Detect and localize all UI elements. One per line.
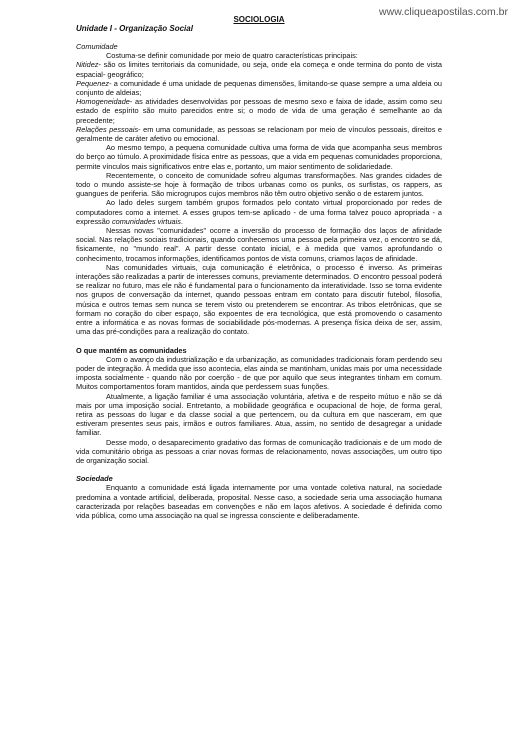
definition-nitidez-text: - são os limites territoriais da comunidade, ou seja, onde ela começa e onde termina do ponto de vista espacial- geográfico; [76,60,442,79]
paragraph: Desse modo, o desaparecimento gradativo das formas de comunicação tradicionais e de um modo de vida comunitário obriga as pessoas a criar novas formas de relacionamento, novas associações, um outro tipo de organização social. [76,437,442,465]
site-url: www.cliqueapostilas.com.br [379,6,508,18]
paragraph: Atualmente, a ligação familiar é uma associação voluntária, afetiva e de respeito mútuo e não se dá mais por uma imposição social. Entretanto, a mobilidade geográfica e ocupacional de hoje, de forma geral, retira as pessoas do lugar e da classe social a que pertencem, ou da cultura em que nasceram, em que estiveram presentes seus pais, irmãos e outros familiares. Atua, assim, no sentido de desagregar a unidade familiar. [76,391,442,438]
paragraph: Recentemente, o conceito de comunidade sofreu algumas transformações. Nas grandes cidades de todo o mundo assiste-se hoje à formação de tribos urbanas como os punks, os surfistas, os rappers, as guangues de periferia. São microgrupos cujos membros não têm outro objetivo senão o de estarem juntos. [76,170,442,199]
paragraph-text: . [180,216,183,226]
paragraph: Nessas novas "comunidades" ocorre a inversão do processo de formação dos laços de afinidade social. Nas relações sociais tradicionais, quando conhecemos uma pessoa pela primeira vez, o encontro se dá, fisicamente, no "mundo real". A partir desse contato inicial, e à medida que vamos aprofundando o conhecimento, trocamos informações, identificamos pontos de vista comuns, criamos laços de afinidade. [76,226,442,263]
document-page [76,15,442,520]
term-comunidades-virtuais: comunidades virtuais [111,216,181,226]
definition-homogeneidade-text: - as atividades desenvolvidas por pessoas de mesmo sexo e faixa de idade, assim como seu estado de espírito são muito parecidos entre si; o modo de vida de uma geração é semelhante ao da precedente; [76,97,442,125]
definition-relacoes-text: - em uma comunidade, as pessoas se relacionam por meio de vínculos pessoais, direitos e geralmente de caráter afetivo ou emocional. [76,124,442,144]
definition-homogeneidade [76,97,442,125]
paragraph: Nas comunidades virtuais, cuja comunicação é eletrônica, o processo é inverso. As primeiras interações são realizadas a partir de interesses comuns, previamente determinados. O encontro pessoal poderá se realizar no futuro, mas ele não é fundamental para o funcionamento da interatividade. Isso se torna evidente nos grupos de conversação da internet, quando pessoas entram em contato para discutir futebol, filosofia, música e outros temas sem nunca se terem visto ou pretenderem se encontrar. As tribos eletrônicas, que se formam no coração do ciber espaço, são expoentes de era tecnológica, que está promovendo o casamento entre a informática e as novas formas de sociabilidade pós-modernas. A presença física deixa de ser, assim, uma das pré-condições para a realização do contato. [76,262,442,337]
spacer [76,465,442,474]
definition-pequenez-text: - a comunidade é uma unidade de pequenas dimensões, limitando-se quase sempre a uma aldeia ou conjunto de aldeias; [76,78,442,98]
spacer [76,337,442,346]
paragraph [76,198,442,226]
section-heading-mantem: O que mantém as comunidades [76,345,187,355]
section-heading-comunidade: Comunidade [76,42,118,51]
paragraph-text: Ao lado deles surgem também grupos formados pelo contato virtual proporcionado por redes de computadores como a internet. A esses grupos tem-se aplicado - de uma forma talvez pouco apropriada - a expressão [76,198,442,226]
definition-relacoes [76,125,442,143]
definition-nitidez [76,60,442,78]
term-relacoes: Relações pessoais [76,124,139,134]
paragraph-intro: Costuma-se definir comunidade por meio de quatro características principais: [106,51,358,61]
paragraph: Ao mesmo tempo, a pequena comunidade cultiva uma forma de vida que acompanha seus membros do berço ao túmulo. A proximidade física entre as pessoas, que a vida em pequenas comunidades proporciona, permite vínculos mais significativos entre elas e, portanto, um maior sentimento de solidariedade. [76,143,442,171]
document-title: SOCIOLOGIA [233,15,285,24]
definition-pequenez [76,79,442,97]
paragraph: Com o avanço da industrialização e da urbanização, as comunidades tradicionais foram perdendo seu poder de integração. À medida que isso acontecia, elas ainda se mantinham, unidas mais por uma necessidade imposta socialmente - quando não por coerção - de que por aquilo que seus integrantes tinham em comum. Muitos comportamentos foram mantidos, ainda que perdessem suas funções. [76,354,442,392]
term-pequenez: Pequenez [76,78,110,88]
paragraph: Enquanto a comunidade está ligada internamente por uma vontade coletiva natural, na sociedade predomina a vontade artificial, deliberada, proposital. Nesse caso, a sociedade seria uma associação humana caracterizada por relações baseadas em convenções e não em laços afetivos. A sociedade é definida como vida pública, como uma associação na qual se ingressa consciente e deliberadamente. [76,483,442,520]
term-homogeneidade: Homogeneidade [76,97,130,107]
unit-title: Unidade I - Organização Social [76,24,193,33]
term-nitidez: Nitidez [76,60,99,70]
section-heading-sociedade: Sociedade [76,474,113,484]
